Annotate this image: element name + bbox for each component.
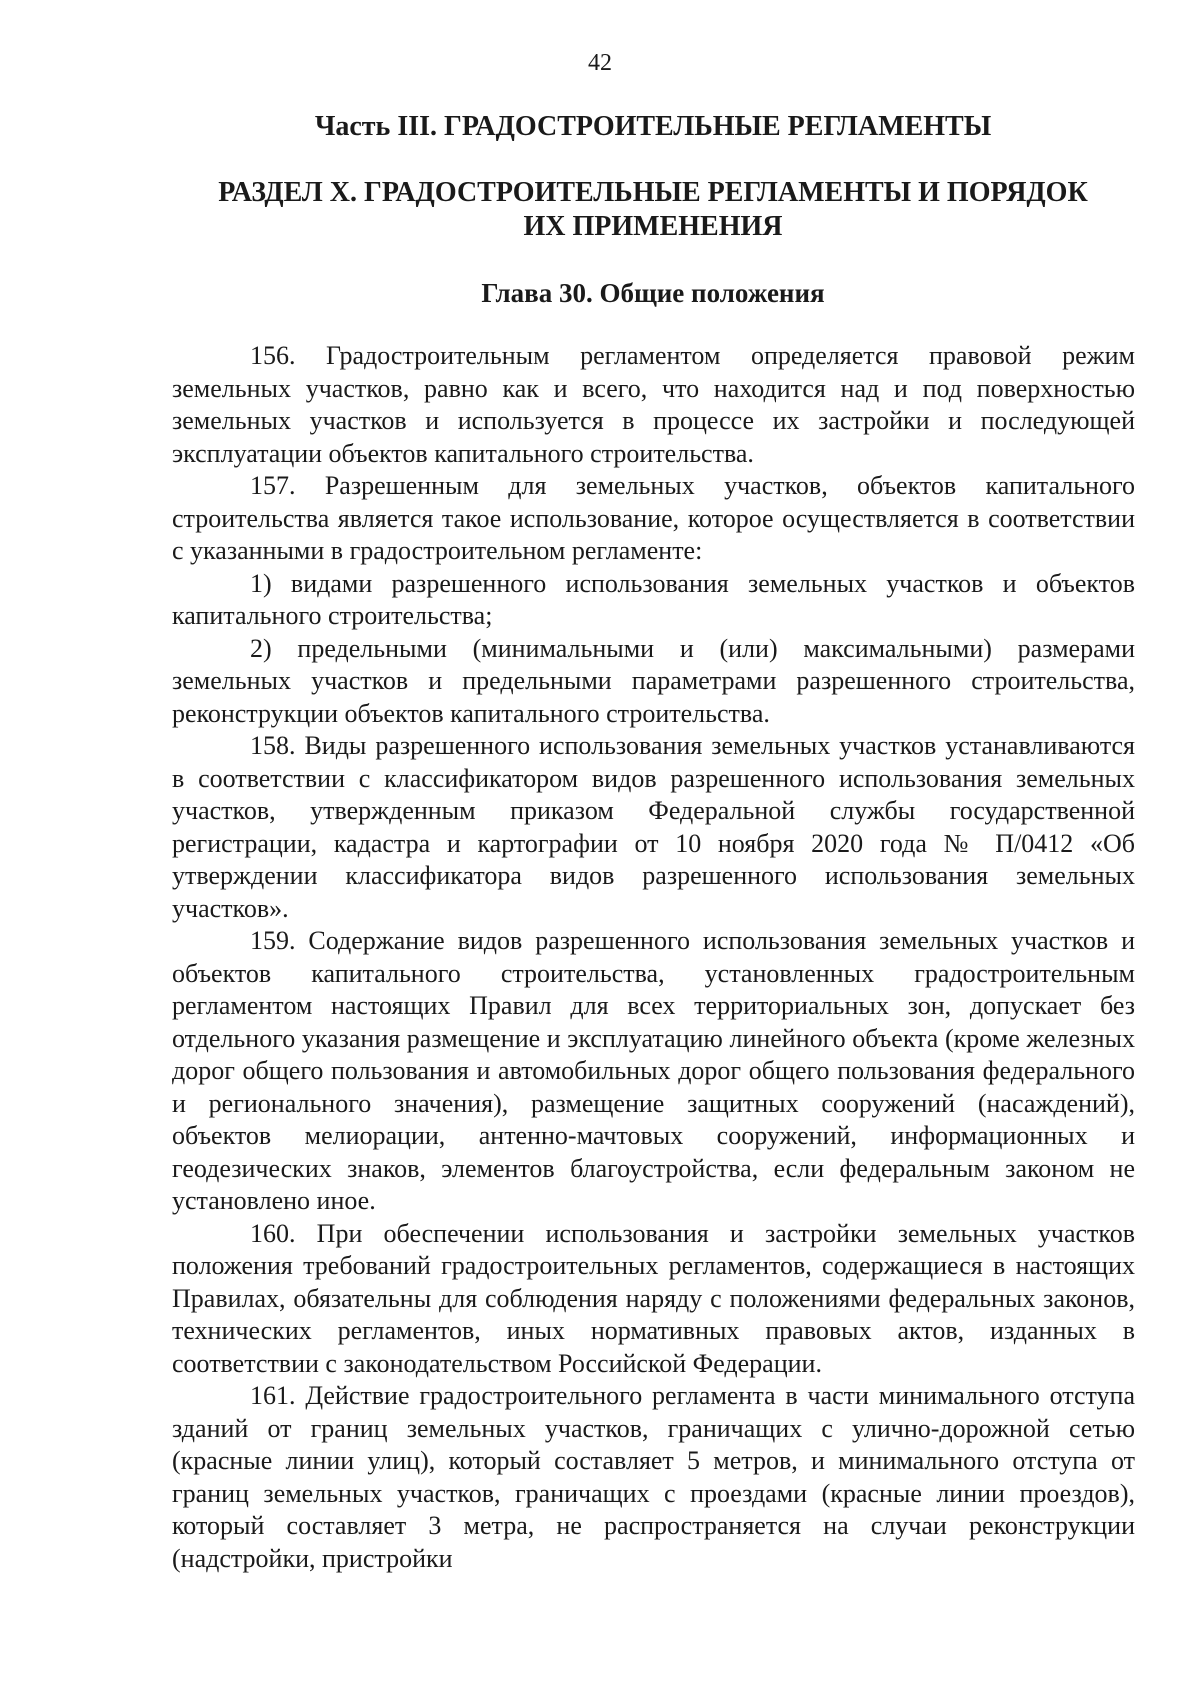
- paragraph-156: 156. Градостроительным регламентом определяется правовой режим земельных участков, равно как и всего, что находится над и под поверхностью земельных участков и используется в процессе их застройки и последующей эксплуатации объектов капитального строительства.: [172, 341, 1135, 468]
- paragraph-157-item-1: 1) видами разрешенного использования земельных участков и объектов капитального строительства;: [172, 568, 1135, 630]
- page-number: 42: [588, 50, 612, 76]
- section-title: [170, 176, 1136, 244]
- paragraph-157-item-2: 2) предельными (минимальными и (или) максимальными) размерами земельных участков и предельными параметрами разрешенного строительства, реконструкции объектов капитального строительства.: [172, 633, 1135, 728]
- section-title-line-2: ИХ ПРИМЕНЕНИЯ: [523, 211, 783, 242]
- paragraph-158: 158. Виды разрешенного использования земельных участков устанавливаются в соответствии с классификатором видов разрешенного использования земельных участков, утвержденным приказом Федеральной службы государственной регистрации, кадастра и картографии от 10 ноября 2020 года № П/0412 «Об утверждении классификатора видов разрешенного использования земельных участков».: [172, 731, 1135, 923]
- body-text: [172, 340, 1135, 1575]
- part-title: Часть III. ГРАДОСТРОИТЕЛЬНЫЕ РЕГЛАМЕНТЫ: [314, 111, 992, 142]
- paragraph-161: 161. Действие градостроительного регламента в части минимального отступа зданий от границ земельных участков, граничащих с улично-дорожной сетью (красные линии улиц), который составляет 5 метров, и минимального отступа от границ земельных участков, граничащих с проездами (красные линии проездов), который составляет 3 метра, не распространяется на случаи реконструкции (надстройки, пристройки: [172, 1381, 1135, 1573]
- section-title-line-1: РАЗДЕЛ X. ГРАДОСТРОИТЕЛЬНЫЕ РЕГЛАМЕНТЫ И ПОРЯДОК: [218, 177, 1088, 208]
- paragraph-157: 157. Разрешенным для земельных участков, объектов капитального строительства является такое использование, которое осуществляется в соответствии с указанными в градостроительном регламенте:: [172, 471, 1135, 565]
- chapter-title: Глава 30. Общие положения: [481, 278, 825, 308]
- paragraph-160: 160. При обеспечении использования и застройки земельных участков положения требований градостроительных регламентов, содержащиеся в настоящих Правилах, обязательны для соблюдения наряду с положениями федеральных законов, технических регламентов, иных нормативных правовых актов, изданных в соответствии с законодательством Российской Федерации.: [172, 1218, 1135, 1378]
- paragraph-159: 159. Содержание видов разрешенного использования земельных участков и объектов капитального строительства, установленных градостроительным регламентом настоящих Правил для всех территориальных зон, допускает без отдельного указания размещение и эксплуатацию линейного объекта (кроме железных дорог общего пользования и автомобильных дорог общего пользования федерального и регионального значения), размещение защитных сооружений (насаждений), объектов мелиорации, антенно-мачтовых сооружений, информационных и геодезических знаков, элементов благоустройства, если федеральным законом не установлено иное.: [172, 926, 1135, 1215]
